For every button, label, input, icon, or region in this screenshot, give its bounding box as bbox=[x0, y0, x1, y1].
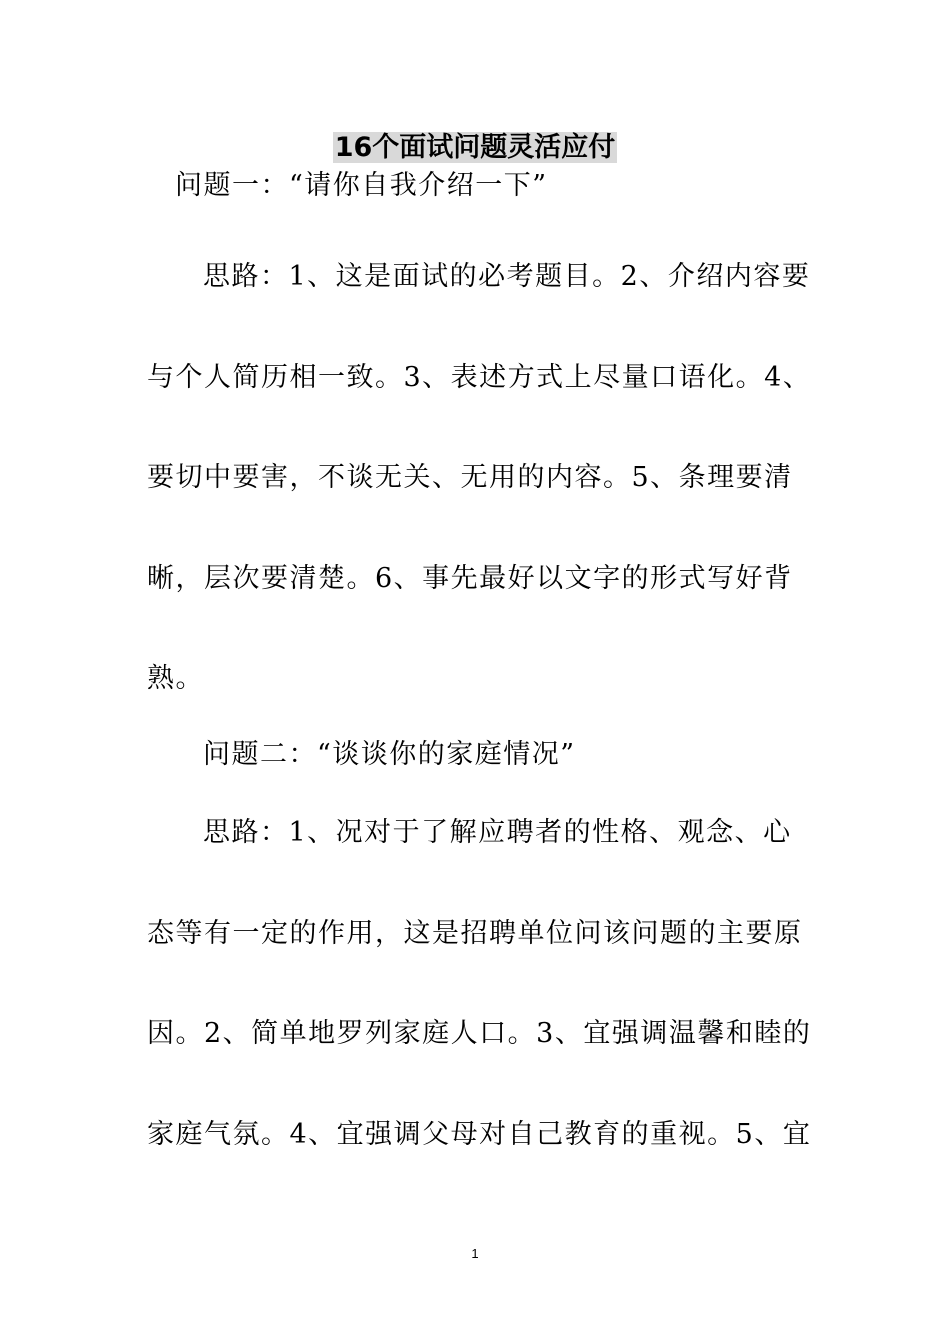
question-1-heading: 问题一：“请你自我介绍一下” bbox=[175, 170, 548, 201]
paragraph-line: 思路：1、这是面试的必考题目。2、介绍内容要 bbox=[203, 261, 811, 292]
paragraph-line: 要切中要害，不谈无关、无用的内容。5、条理要清 bbox=[147, 462, 793, 493]
question-2-heading: 问题二：“谈谈你的家庭情况” bbox=[203, 739, 576, 770]
paragraph-line: 态等有一定的作用，这是招聘单位问该问题的主要原 bbox=[147, 918, 803, 949]
paragraph-line: 思路：1、况对于了解应聘者的性格、观念、心 bbox=[203, 817, 792, 848]
document-title-text: 16个面试问题灵活应付 bbox=[334, 132, 616, 163]
paragraph-line: 与个人简历相一致。3、表述方式上尽量口语化。4、 bbox=[147, 362, 812, 393]
page-number: 1 bbox=[471, 1246, 479, 1261]
document-title bbox=[0, 130, 950, 166]
paragraph-line: 家庭气氛。4、宜强调父母对自己教育的重视。5、宜 bbox=[147, 1119, 812, 1150]
paragraph-line: 因。2、简单地罗列家庭人口。3、宜强调温馨和睦的 bbox=[147, 1018, 812, 1049]
paragraph-line: 熟。 bbox=[147, 663, 204, 694]
paragraph-line: 晰，层次要清楚。6、事先最好以文字的形式写好背 bbox=[147, 563, 793, 594]
